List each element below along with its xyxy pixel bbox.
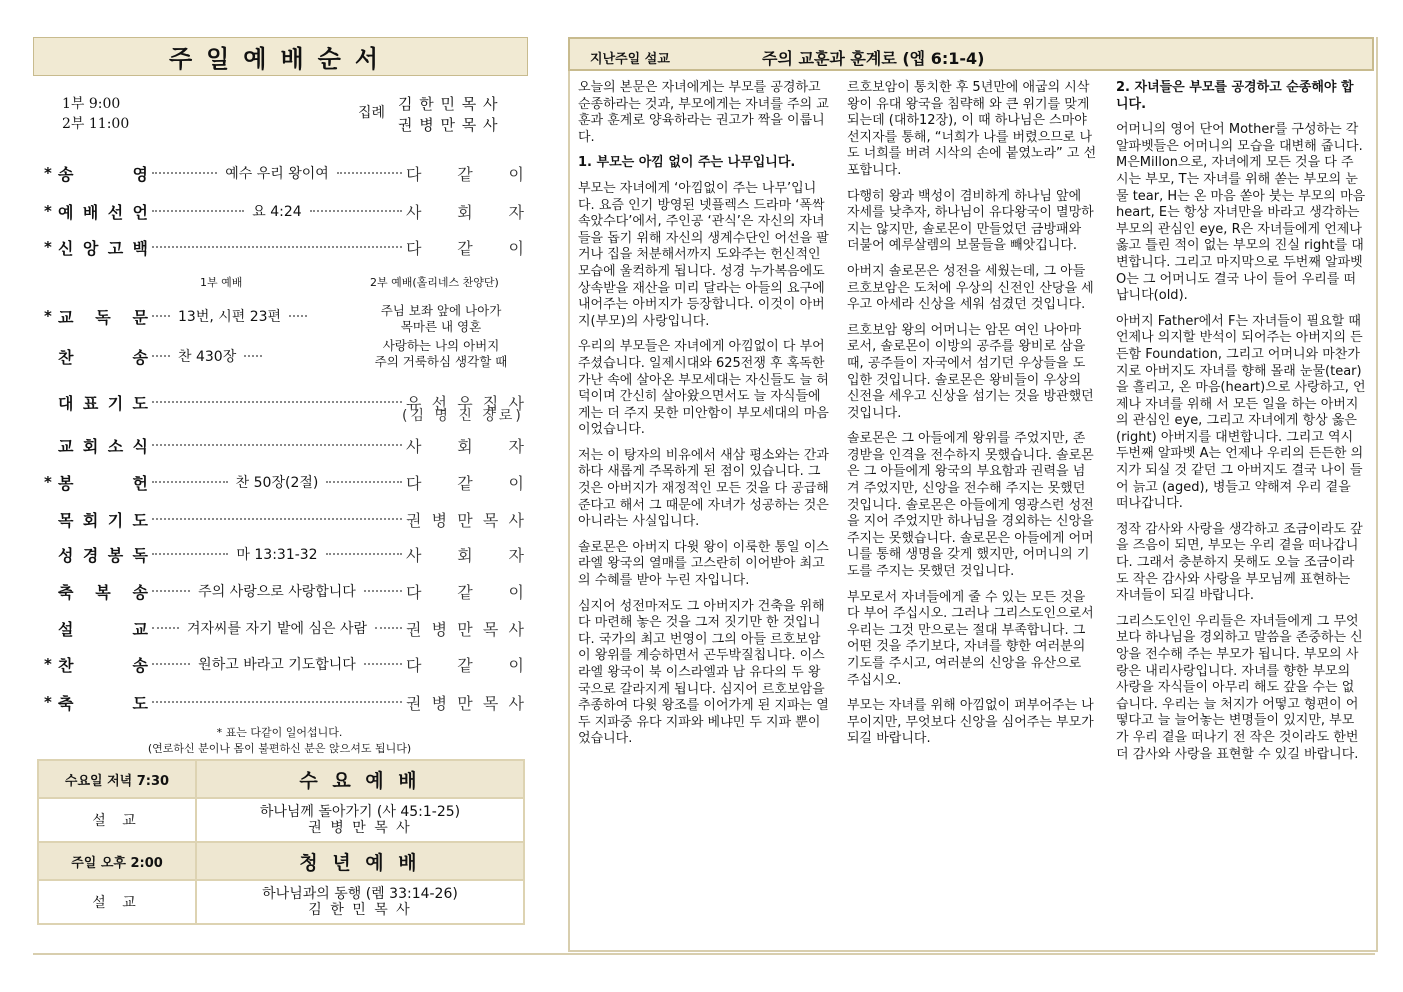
sermon-paragraph: 어머니의 영어 단어 Mother를 구성하는 각 알파벳들은 어머니의 모습을 대변해 줍니다. M은Millon으로, 자녀에게 모든 것을 다 주시는 부모, T는 자녀를 위해 쏟는 부모의 눈물 tear, H는 온 마음 쏟아 붓는 부모의 마음 heart, E는 항상 자녀만을 바라고 생각하는 부모의 관심인 eye, R은 자녀들에게 언제나 옳고 틀린 적이 없는 부모의 진실 right를 대변합니다. 그리고 마지막으로 두번째 알파벳 O는 그 어머니도 결국 나이 들어 우리를 떠납니다(old). bbox=[1116, 122, 1366, 304]
sermon-paragraph: 우리의 부모들은 자녀에게 아낌없이 다 부어 주셨습니다. 일제시대와 625전쟁 후 혹독한 가난 속에 살아온 부모세대는 자신들도 늘 허덕이며 간신히 살아왔으면서도 늘 자식들에게는 더 주지 못한 미안함이 부모세대의 마음이었습니다. bbox=[578, 339, 829, 438]
label-char: 경 bbox=[82, 545, 99, 565]
label-char: 축 bbox=[58, 582, 74, 602]
leader-char: 권 bbox=[406, 510, 422, 530]
sermon-paragraph: 솔로몬은 아버지 다윗 왕이 이룩한 통일 이스라엘 왕국의 열매를 고스란히 이어받아 최고의 수혜를 받아 누린 자입니다. bbox=[578, 539, 829, 589]
service-item-content: 주의 사랑으로 사랑합니다 bbox=[198, 584, 356, 600]
leader-char: 사 bbox=[508, 510, 524, 530]
youth-sermon bbox=[196, 880, 524, 924]
label-char: 독 bbox=[95, 307, 111, 327]
service-item-label bbox=[58, 543, 148, 566]
service-item-label bbox=[58, 471, 148, 494]
leader-char: 다 bbox=[406, 473, 422, 493]
label-char: 언 bbox=[132, 202, 148, 222]
sermon-paragraph: 부모로서 자녀들에게 줄 수 있는 모든 것을 다 부어 주십시오. 그러나 그리스도인으로서 우리는 그것 만으로는 절대 부족합니다. 그 어떤 것을 주기보다, 자녀를 향한 여러분의 기도를 주시고, 여러분의 신앙을 유산으로 주십시오. bbox=[847, 589, 1094, 688]
label-char: 봉 bbox=[58, 473, 74, 493]
leader-dots bbox=[152, 210, 244, 212]
label-char: 식 bbox=[132, 436, 148, 456]
service-item-leader bbox=[406, 236, 524, 259]
first-service-header: 1부 예배 bbox=[200, 276, 243, 289]
bottom-rule bbox=[33, 953, 1375, 955]
leader-char: 이 bbox=[508, 164, 525, 184]
standing-note: * 표는 다같이 일어섭니다. bbox=[216, 726, 343, 739]
leader-dots bbox=[337, 172, 402, 174]
leader-dots bbox=[152, 444, 402, 446]
leader-dots bbox=[152, 518, 402, 520]
leader-char: 권 bbox=[406, 619, 422, 639]
leader-dots bbox=[364, 590, 402, 592]
youth-time: 주일 오후 2:00 bbox=[38, 842, 196, 880]
service-item-leader bbox=[406, 200, 524, 223]
label-char: 봉 bbox=[107, 545, 124, 565]
service-item bbox=[44, 469, 524, 495]
stand-marker: * bbox=[44, 307, 52, 325]
leader-char: 병 bbox=[431, 510, 448, 530]
leader-dots bbox=[152, 663, 190, 665]
service-item bbox=[44, 615, 524, 641]
label-char: 회 bbox=[82, 436, 99, 456]
second-service-time: 2부 11:00 bbox=[62, 116, 130, 132]
leader-char: 이 bbox=[508, 582, 525, 602]
stand-marker: * bbox=[44, 238, 52, 256]
label-char: 문 bbox=[132, 307, 148, 327]
responsive-line-2: 목마른 내 영혼 bbox=[400, 319, 482, 334]
label-char: 복 bbox=[95, 582, 111, 602]
label-char: 도 bbox=[132, 510, 148, 530]
service-item bbox=[44, 234, 524, 260]
sermon-paragraph: 솔로몬은 그 아들에게 왕위를 주었지만, 존경받을 인격을 전수하지 못했습니다. 솔로몬은 그 아들에게 왕국의 부요함과 권력을 넘겨 주었지만, 신앙을 전수해 주지는 못했던 것입니다. 솔로몬은 아들에게 영광스런 성전을 지어 주었지만 하나님을 경외하는 신앙을 주지는 못했습니다. 솔로몬은 아들에게 어머니를 통해 생명을 갖게 했지만, 어머니의 기도를 주지는 못했던 것입니다. bbox=[847, 431, 1094, 580]
service-item-leader bbox=[406, 471, 524, 494]
leader-char: 같 bbox=[457, 238, 473, 258]
leader-char: 회 bbox=[457, 545, 473, 565]
service-item-leader bbox=[406, 434, 524, 457]
label-char: 송 bbox=[132, 582, 148, 602]
hymn-second bbox=[352, 338, 530, 370]
hymn-second-line-2: 주의 거룩하심 생각할 때 bbox=[374, 354, 508, 369]
sermon-paragraph: 다행히 왕과 백성이 겸비하게 하나님 앞에 자세를 낮추자, 하나님이 유다왕국이 멸망하지는 않지만, 솔로몬이 만들었던 금방패와 더불어 예루살렘의 보물들을 빼앗깁니다. bbox=[847, 188, 1094, 254]
service-item-leader bbox=[406, 653, 524, 676]
leader-dots bbox=[152, 627, 179, 629]
leader-char: 자 bbox=[508, 545, 524, 565]
leader-char: 병 bbox=[431, 619, 448, 639]
leader-char: 자 bbox=[508, 202, 525, 222]
service-item bbox=[44, 160, 524, 186]
service-item-content: 13번, 시편 23편 bbox=[178, 309, 282, 325]
service-item-label bbox=[58, 200, 148, 223]
leader-dots bbox=[326, 553, 402, 555]
title-text: 주일예배순서 bbox=[168, 45, 393, 73]
leader-dots bbox=[152, 172, 217, 174]
wednesday-time: 수요일 저녁 7:30 bbox=[38, 760, 196, 798]
leader-char: 사 bbox=[406, 436, 422, 456]
service-item-content: 요 4:24 bbox=[252, 204, 302, 220]
service-item-content: 찬 50장(2절) bbox=[235, 475, 319, 491]
leader-char: 목 bbox=[482, 693, 499, 713]
leader-char: 같 bbox=[457, 473, 473, 493]
service-item-leader bbox=[406, 691, 524, 714]
leader-dots bbox=[244, 355, 262, 357]
leader-char: 같 bbox=[457, 164, 473, 184]
label-char: 표 bbox=[82, 393, 99, 413]
leader-char: 만 bbox=[457, 693, 473, 713]
label-char: 기 bbox=[107, 393, 124, 413]
presider-2: 권 병 만 목 사 bbox=[398, 116, 499, 134]
presider-1: 김 한 민 목 사 bbox=[398, 95, 499, 113]
label-char: 예 bbox=[58, 202, 74, 222]
service-item-label bbox=[58, 236, 148, 259]
service-item-content: 겨자씨를 자기 밭에 심은 사람 bbox=[186, 621, 368, 637]
leader-char: 다 bbox=[406, 655, 422, 675]
seated-note: (연로하신 분이나 몸이 불편하신 분은 앉으셔도 됩니다) bbox=[147, 742, 412, 755]
label-char: 교 bbox=[58, 436, 74, 456]
stand-marker: * bbox=[44, 473, 52, 491]
label-char: 목 bbox=[58, 510, 74, 530]
label-char: 영 bbox=[132, 164, 148, 184]
sermon-paragraph: 정작 감사와 사랑을 생각하고 조금이라도 갚을 즈음이 되면, 부모는 우리 곁을 떠나갑니다. 그래서 충분하지 못해도 오늘 조금이라도 작은 감사와 사랑을 부모님께 표현하는 자녀들이 되길 바랍니다. bbox=[1116, 521, 1363, 604]
service-item-label bbox=[58, 162, 148, 185]
wednesday-preacher: 권 병 만 목 사 bbox=[308, 820, 412, 836]
label-char: 배 bbox=[82, 202, 99, 222]
service-item-leader bbox=[406, 543, 524, 566]
leader-char: 이 bbox=[508, 238, 524, 258]
sermon-paragraph: 저는 이 탕자의 비유에서 새삼 평소와는 간과하다 새롭게 주목하게 된 점이 있습니다. 그것은 아버지가 재정적인 모든 것을 다 공급해 준다고 해서 그 때문에 자녀가 성공하는 것은 아니라는 사실입니다. bbox=[578, 447, 829, 530]
youth-title: 청 년 예 배 bbox=[196, 842, 524, 880]
leader-dots bbox=[152, 401, 402, 403]
leader-char: 사 bbox=[406, 545, 422, 565]
label-char: 설 bbox=[58, 619, 74, 639]
sermon-paragraph: 르호보암이 통치한 후 5년만에 애굽의 시삭 왕이 유대 왕국을 침략해 와 큰 위기를 맞게 되는데 (대하12장), 이 때 하나님은 스마야 선지자를 통해, “너희가 나를 버렸으므로 나도 너희를 버려 시삭의 손에 붙였노라” 고 선포합니다. bbox=[847, 80, 1097, 178]
service-item bbox=[44, 689, 524, 715]
service-item bbox=[44, 432, 524, 458]
leader-dots bbox=[152, 481, 228, 483]
sermon-column-3 bbox=[1116, 80, 1366, 772]
sermon-paragraph: 그리스도인인 우리들은 자녀들에게 그 무엇보다 하나님을 경외하고 말씀을 존중하는 신앙을 전수해 주는 부모가 됩니다. 부모의 사랑은 내리사랑입니다. 자녀를 향한 부모의 사랑을 자식들이 아무리 해도 갚을 수는 없습니다. 우리는 늘 처지가 어떻고 형편이 어떻다고 늘 늘어놓는 변명들이 있지만, 부모가 우리 곁을 떠나기 전 작은 것이라도 한번 더 감사와 사랑을 표현할 수 있길 바랍니다. bbox=[1116, 613, 1363, 762]
leader-dots bbox=[152, 590, 190, 592]
sermon-paragraph: 심지어 성전마저도 그 아버지가 건축을 위해 다 마련해 놓은 것을 그저 짓기만 한 것입니다. 국가의 최고 번영이 그의 아들 르호보암이 왕위를 계승하면서 곤두박질칩니다. 이스라엘 왕국이 북 이스라엘과 남 유다의 두 왕국으로 갈라지게 됩니다. 심지어 르호보암을 추종하여 다윗 왕조를 이어가게 된 지파는 열 두 지파중 유다 지파와 베냐민 두 지파 뿐이었습니다. bbox=[578, 598, 829, 747]
last-sunday-tag: 지난주일 설교 bbox=[590, 52, 670, 67]
label-char: 백 bbox=[132, 238, 148, 258]
leader-char: 다 bbox=[406, 238, 422, 258]
service-item-leader bbox=[406, 617, 524, 640]
label-char: 선 bbox=[107, 202, 124, 222]
responsive-reading-second bbox=[356, 303, 526, 335]
youth-preacher: 김 한 민 목 사 bbox=[308, 902, 412, 918]
presider-label: 집례 bbox=[358, 105, 386, 121]
sermon-subheading: 2. 자녀들은 부모를 공경하고 순종해야 합니다. bbox=[1116, 80, 1354, 112]
stand-marker: * bbox=[44, 164, 52, 182]
service-item-content: 예수 우리 왕이여 bbox=[225, 166, 329, 182]
leader-char: 사 bbox=[508, 693, 524, 713]
leader-char: 목 bbox=[482, 510, 499, 530]
label-char: 도 bbox=[132, 693, 148, 713]
leader-dots bbox=[364, 663, 402, 665]
label-char: 축 bbox=[58, 693, 74, 713]
sermon-paragraph: 아버지 Father에서 F는 자녀들이 필요할 때 언제나 의지할 반석이 되어주는 아버지의 든든함 Foundation, 그리고 어머니와 마찬가지로 아버지도 자녀를 향해 몰래 눈물(tear)을 흘리고, 온 마음(heart)으로 사랑하고, 언제나 자녀를 위해 서 모든 일을 하는 아버지의 관심인 eye, 그리고 자녀에게 항상 옳은(right) 아버지를 대변합니다. 그리고 역시 두번째 알파벳 A는 언제나 우리의 든든한 의지가 되실 것 같던 그 아버지도 결국 나이 들어 늙고 (aged), 병들고 약해져 우리 곁을 떠나갑니다. bbox=[1116, 313, 1366, 512]
label-char: 교 bbox=[132, 619, 148, 639]
first-service-time: 1부 9:00 bbox=[62, 96, 121, 112]
leader-dots bbox=[152, 355, 170, 357]
service-times bbox=[62, 93, 129, 133]
service-item-label bbox=[58, 617, 148, 640]
leader-char: 사 bbox=[508, 619, 524, 639]
sermon-paragraph: 부모는 자녀를 위해 아낌없이 퍼부어주는 나무이지만, 무엇보다 신앙을 심어주는 부모가 되길 바랍니다. bbox=[847, 698, 1094, 747]
stand-marker: * bbox=[44, 655, 52, 673]
service-item-content: 원하고 바라고 기도합니다 bbox=[198, 657, 356, 673]
leader-char: 회 bbox=[457, 436, 473, 456]
leader-dots bbox=[152, 246, 402, 248]
leader-char: 같 bbox=[457, 655, 473, 675]
service-item bbox=[44, 541, 524, 567]
leader-char: 다 bbox=[406, 164, 422, 184]
second-service-header: 2부 예배(홀리네스 찬양단) bbox=[370, 276, 499, 289]
service-item bbox=[44, 506, 524, 532]
label-char: 송 bbox=[58, 164, 74, 184]
leader-char: 사 bbox=[406, 202, 422, 222]
label-char: 찬 bbox=[58, 347, 74, 367]
label-char: 앙 bbox=[82, 238, 99, 258]
leader-char: 우 bbox=[457, 393, 473, 413]
leader-char: 자 bbox=[508, 436, 524, 456]
midweek-services bbox=[37, 759, 525, 925]
label-char: 회 bbox=[82, 510, 99, 530]
sermon-paragraph: 르호보암 왕의 어머니는 암몬 여인 나아마 로서, 솔로몬이 이방의 공주를 왕비로 삼을 때, 공주들이 자국에서 섬기던 우상들을 도입한 것입니다. 솔로몬은 왕비들이 우상의 신전을 세우고 신상을 섬기는 것을 방관했던 것입니다. bbox=[847, 322, 1094, 421]
wednesday-sermon-label: 설 교 bbox=[38, 798, 196, 842]
sermon-column-1 bbox=[578, 80, 830, 757]
leader-dots bbox=[289, 315, 307, 317]
leader-dots bbox=[375, 627, 402, 629]
leader-dots bbox=[152, 701, 402, 703]
label-char: 교 bbox=[58, 307, 74, 327]
service-item-content: 찬 430장 bbox=[178, 349, 237, 365]
prayer-elder: (김 명 진 장로) bbox=[402, 408, 524, 424]
hymn-second-line-1: 사랑하는 나의 아버지 bbox=[382, 338, 500, 353]
leader-char: 선 bbox=[431, 393, 448, 413]
stand-marker: * bbox=[44, 693, 52, 711]
order-of-service-title bbox=[33, 37, 528, 76]
service-item-label bbox=[58, 508, 148, 531]
service-item-leader bbox=[406, 508, 524, 531]
responsive-line-1: 주님 보좌 앞에 나아가 bbox=[380, 303, 502, 318]
label-char: 헌 bbox=[132, 473, 148, 493]
label-char: 송 bbox=[132, 655, 148, 675]
sermon-title: 주의 교훈과 훈계로 (엡 6:1-4) bbox=[762, 49, 985, 68]
label-char: 고 bbox=[107, 238, 124, 258]
wednesday-title: 수 요 예 배 bbox=[196, 760, 524, 798]
leader-char: 권 bbox=[406, 693, 422, 713]
sermon-paragraph: 오늘의 본문은 자녀에게는 부모를 공경하고 순종하라는 것과, 부모에게는 자녀를 주의 교훈과 훈계로 양육하라는 권고가 짝을 이룹니다. bbox=[578, 80, 829, 145]
label-char: 신 bbox=[58, 238, 74, 258]
leader-dots bbox=[310, 210, 402, 212]
leader-char: 유 bbox=[406, 393, 422, 413]
label-char: 기 bbox=[107, 510, 124, 530]
sermon-subheading: 1. 부모는 아낌 없이 주는 나무입니다. bbox=[578, 155, 796, 171]
label-char: 찬 bbox=[58, 655, 74, 675]
wednesday-sermon bbox=[196, 798, 524, 842]
sermon-header bbox=[568, 37, 1374, 71]
label-char: 독 bbox=[132, 545, 148, 565]
youth-sermon-label: 설 교 bbox=[38, 880, 196, 924]
leader-char: 집 bbox=[482, 393, 499, 413]
leader-char: 목 bbox=[482, 619, 499, 639]
service-item bbox=[44, 651, 524, 677]
service-item-label bbox=[58, 434, 148, 457]
label-char: 소 bbox=[107, 436, 124, 456]
leader-dots bbox=[152, 315, 170, 317]
service-item-label bbox=[58, 345, 148, 368]
leader-char: 이 bbox=[508, 473, 525, 493]
service-item-label bbox=[58, 391, 148, 414]
service-item bbox=[44, 198, 524, 224]
leader-dots bbox=[326, 481, 402, 483]
service-item-leader bbox=[406, 580, 524, 603]
leader-char: 만 bbox=[457, 619, 473, 639]
leader-char: 사 bbox=[508, 393, 524, 413]
leader-char: 이 bbox=[508, 655, 525, 675]
sermon-column-2 bbox=[847, 80, 1097, 757]
leader-char: 만 bbox=[457, 510, 473, 530]
service-item-label bbox=[58, 691, 148, 714]
service-item-label bbox=[58, 580, 148, 603]
stand-marker: * bbox=[44, 202, 52, 220]
presiders bbox=[398, 93, 499, 135]
leader-char: 회 bbox=[457, 202, 473, 222]
label-char: 대 bbox=[58, 393, 74, 413]
sermon-paragraph: 아버지 솔로몬은 성전을 세웠는데, 그 아들 르호보암은 도처에 우상의 신전인 산당을 세우고 아세라 신상을 세워 섬겼던 것입니다. bbox=[847, 263, 1094, 313]
service-item bbox=[44, 578, 524, 604]
label-char: 도 bbox=[132, 393, 148, 413]
leader-char: 같 bbox=[457, 582, 473, 602]
leader-char: 다 bbox=[406, 582, 422, 602]
service-item-leader bbox=[406, 162, 524, 185]
sermon-paragraph: 부모는 자녀에게 ‘아낌없이 주는 나무’입니다. 요즘 인기 방영된 넷플렉스 드라마 ‘폭싹 속았수다’에서, 주인공 ‘관식’은 자신의 자녀들을 돕기 위해 자신의 생계수단인 어선을 팔거나 집을 처분해서까지 도와주는 헌신적인 모습에 울컥하게 됩니다. 성경 누가복음에도 상속받을 재산을 미리 달라는 아들의 요구에 내어주는 아버지가 등장합니다. 이것이 아버지(부모)의 사랑입니다. bbox=[578, 180, 829, 329]
service-item-content: 마 13:31-32 bbox=[236, 547, 318, 563]
wednesday-sermon-title: 하나님께 돌아가기 (사 45:1-25) bbox=[259, 804, 461, 820]
service-item-label bbox=[58, 305, 148, 328]
leader-char: 병 bbox=[431, 693, 448, 713]
label-char: 송 bbox=[132, 347, 148, 367]
leader-dots bbox=[152, 553, 228, 555]
service-item-label bbox=[58, 653, 148, 676]
youth-sermon-title: 하나님과의 동행 (렘 33:14-26) bbox=[262, 886, 458, 902]
label-char: 성 bbox=[58, 545, 74, 565]
